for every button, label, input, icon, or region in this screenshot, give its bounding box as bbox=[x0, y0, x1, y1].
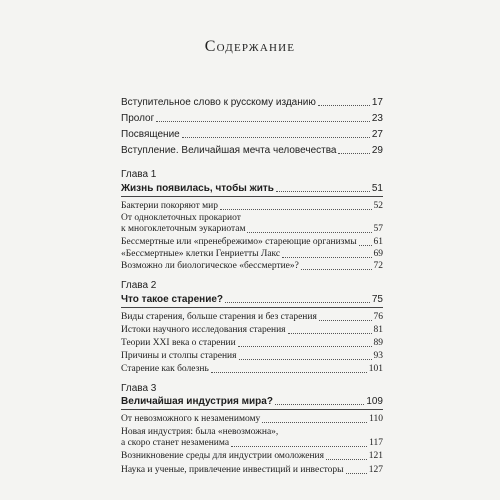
toc-section-page: 52 bbox=[373, 201, 383, 211]
chapter-title: Что такое старение? bbox=[121, 294, 224, 305]
toc-section-page: 121 bbox=[368, 451, 383, 461]
toc-section-page: 69 bbox=[373, 249, 383, 259]
toc-entry-page: 17 bbox=[371, 97, 383, 108]
toc-section-label: Бактерии покоряют мир bbox=[121, 201, 219, 211]
dot-leader bbox=[239, 359, 372, 360]
toc-section-label: Причины и столпы старения bbox=[121, 351, 237, 361]
toc-section-page: 72 bbox=[373, 261, 383, 271]
toc-section[interactable] bbox=[121, 325, 383, 336]
toc-section[interactable] bbox=[121, 465, 383, 476]
toc-section-page: 61 bbox=[373, 237, 383, 247]
toc-section-label: Наука и ученые, привлечение инвестиций и инвесторы bbox=[121, 465, 344, 475]
toc-section-label[interactable]: От одноклеточных прокариот bbox=[121, 213, 241, 223]
toc-section-label-cont: к многоклеточным эукариотам bbox=[121, 224, 246, 234]
toc-section[interactable] bbox=[121, 364, 383, 375]
toc-section-label: Теории XXI века о старении bbox=[121, 338, 236, 348]
dot-leader bbox=[326, 459, 367, 460]
toc-section-page: 127 bbox=[368, 465, 383, 475]
dot-leader bbox=[301, 269, 372, 270]
chapter-divider bbox=[121, 409, 383, 410]
toc-entry-label: Пролог bbox=[121, 113, 155, 124]
toc-entry-page: 75 bbox=[371, 294, 383, 305]
dot-leader bbox=[156, 121, 370, 122]
chapter-title: Жизнь появилась, чтобы жить bbox=[121, 183, 274, 194]
toc-section-label: Истоки научного исследования старения bbox=[121, 325, 286, 335]
chapter-2-title-entry[interactable] bbox=[121, 294, 383, 305]
toc-section-page: 117 bbox=[369, 438, 383, 448]
toc-section-page: 110 bbox=[369, 414, 383, 424]
toc-entry-label: Посвящение bbox=[121, 129, 180, 140]
chapter-3-label: Глава 3 bbox=[121, 383, 157, 394]
dot-leader bbox=[282, 257, 371, 258]
toc-section-page: 89 bbox=[373, 338, 383, 348]
dot-leader bbox=[247, 232, 371, 233]
dot-leader bbox=[238, 346, 372, 347]
toc-section-label[interactable]: Новая индустрия: была «невозможна», bbox=[121, 427, 279, 437]
toc-section-page: 93 bbox=[373, 351, 383, 361]
toc-section[interactable] bbox=[121, 201, 383, 212]
dot-leader bbox=[338, 153, 369, 154]
toc-section-page: 81 bbox=[373, 325, 383, 335]
dot-leader bbox=[211, 372, 367, 373]
toc-entry-prologue[interactable] bbox=[121, 113, 383, 124]
chapter-1-label: Глава 1 bbox=[121, 169, 157, 180]
toc-section-page: 57 bbox=[373, 224, 383, 234]
toc-section[interactable] bbox=[121, 351, 383, 362]
toc-section-page: 101 bbox=[368, 364, 383, 374]
page-title: Содержание bbox=[204, 38, 296, 55]
toc-section-label: Бессмертные или «пренебрежимо» стареющие организмы bbox=[121, 237, 357, 247]
toc-section-label: Виды старения, больше старения и без старения bbox=[121, 312, 317, 322]
dot-leader bbox=[319, 320, 372, 321]
toc-section[interactable] bbox=[121, 261, 383, 272]
dot-leader bbox=[182, 137, 370, 138]
toc-entry-label: Вступительное слово к русскому изданию bbox=[121, 97, 316, 108]
dot-leader bbox=[231, 446, 367, 447]
toc-section-page: 76 bbox=[373, 312, 383, 322]
dot-leader bbox=[220, 209, 371, 210]
dot-leader bbox=[318, 105, 370, 106]
dot-leader bbox=[276, 191, 370, 192]
dot-leader bbox=[359, 245, 372, 246]
chapter-3-title-entry[interactable] bbox=[121, 396, 383, 407]
dot-leader bbox=[262, 422, 367, 423]
chapter-title: Величайшая индустрия мира? bbox=[121, 396, 273, 407]
toc-entry-page: 29 bbox=[371, 145, 383, 156]
toc-section[interactable] bbox=[121, 451, 383, 462]
dot-leader bbox=[275, 404, 364, 405]
toc-section-label-cont: а скоро станет незаменима bbox=[121, 438, 230, 448]
toc-section[interactable] bbox=[121, 312, 383, 323]
toc-entry-introduction[interactable] bbox=[121, 145, 383, 156]
toc-section-label: Возникновение среды для индустрии омоложения bbox=[121, 451, 325, 461]
toc-entry-page: 109 bbox=[366, 396, 383, 407]
dot-leader bbox=[346, 473, 367, 474]
toc-entry-label: Вступление. Величайшая мечта человечества bbox=[121, 145, 337, 156]
toc-entry-page: 51 bbox=[371, 183, 383, 194]
toc-section[interactable] bbox=[121, 338, 383, 349]
dot-leader bbox=[288, 333, 372, 334]
dot-leader bbox=[225, 302, 370, 303]
chapter-divider bbox=[121, 196, 383, 197]
toc-section-label: Возможно ли биологическое «бессмертие»? bbox=[121, 261, 299, 271]
chapter-2-label: Глава 2 bbox=[121, 280, 157, 291]
toc-section-label: От невозможного к незаменимому bbox=[121, 414, 261, 424]
toc-section[interactable] bbox=[121, 237, 383, 248]
chapter-1-title-entry[interactable] bbox=[121, 183, 383, 194]
toc-section-label: «Бессмертные» клетки Генриетты Лакс bbox=[121, 249, 281, 259]
toc-entry-foreword[interactable] bbox=[121, 97, 383, 108]
toc-section[interactable] bbox=[121, 224, 383, 235]
toc-entry-page: 23 bbox=[371, 113, 383, 124]
toc-section[interactable] bbox=[121, 438, 383, 449]
chapter-divider bbox=[121, 307, 383, 308]
toc-section[interactable] bbox=[121, 249, 383, 260]
toc-section-label: Старение как болезнь bbox=[121, 364, 209, 374]
toc-entry-dedication[interactable] bbox=[121, 129, 383, 140]
toc-section[interactable] bbox=[121, 414, 383, 425]
toc-entry-page: 27 bbox=[371, 129, 383, 140]
